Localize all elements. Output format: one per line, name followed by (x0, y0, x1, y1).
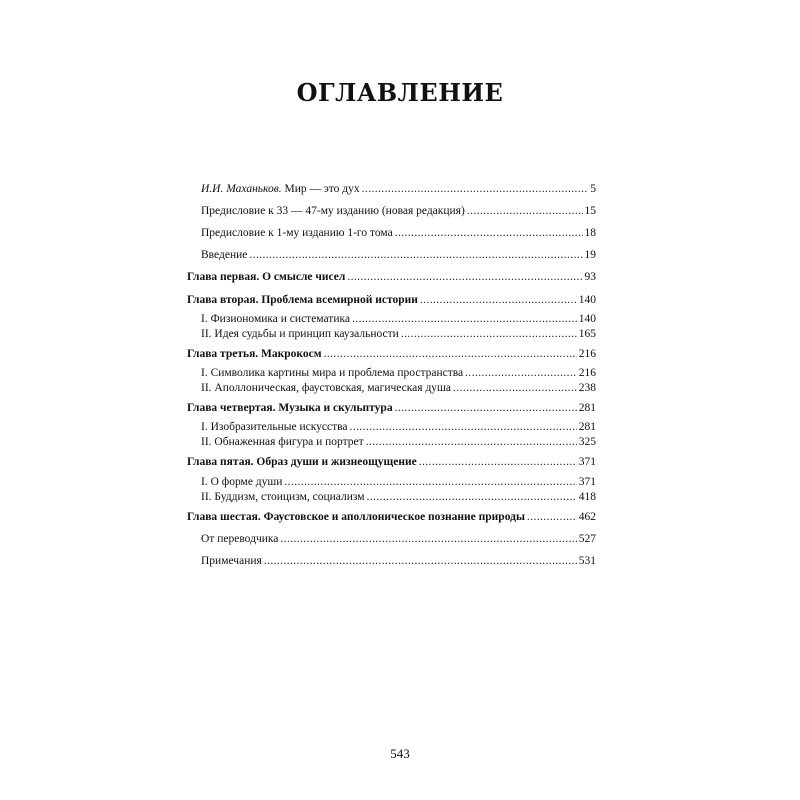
toc-entry-label: Глава четвертая. Музыка и скульптура (187, 402, 393, 414)
toc-entry-label: I. Физиономика и систематика (201, 313, 351, 325)
toc-leader-dots (249, 248, 582, 262)
toc-entry-page: 18 (584, 227, 596, 239)
toc-section[interactable] (201, 420, 596, 434)
toc-entry-label: I. Изобразительные искусства (201, 421, 348, 433)
toc-leader-dots (347, 270, 582, 284)
toc-entry-page: 5 (590, 183, 596, 195)
toc-entry[interactable] (201, 204, 596, 218)
toc-section[interactable] (201, 435, 596, 449)
toc-chapter[interactable] (187, 401, 596, 415)
toc-entry[interactable] (201, 532, 596, 546)
toc-section[interactable] (201, 366, 596, 380)
toc-section[interactable] (201, 381, 596, 395)
toc-leader-dots (453, 381, 577, 395)
toc-entry-label: Глава шестая. Фаустовское и аполлоническое познание природы (187, 511, 525, 523)
toc-entry-page: 238 (578, 382, 596, 394)
toc-entry[interactable] (201, 182, 596, 196)
page-number: 543 (390, 746, 410, 761)
toc-chapter[interactable] (187, 510, 596, 524)
toc-leader-dots (264, 554, 577, 568)
toc-leader-dots (401, 327, 577, 341)
toc-entry-label: II. Буддизм, стоицизм, социализм (201, 491, 365, 503)
page-title: ОГЛАВЛЕНИЕ (296, 78, 504, 107)
toc-entry-page: 165 (578, 328, 596, 340)
toc-chapter[interactable] (187, 293, 596, 307)
toc-entry-label: Глава третья. Макрокосм (187, 348, 322, 360)
toc-entry-label: Примечания (201, 555, 262, 567)
toc-leader-dots (395, 401, 577, 415)
toc-entry-label: Глава вторая. Проблема всемирной истории (187, 294, 418, 306)
toc-entry-label: Предисловие к 1-му изданию 1-го тома (201, 227, 393, 239)
toc-entry-page: 418 (578, 491, 596, 503)
toc-entry-label: I. О форме души (201, 476, 283, 488)
toc-section[interactable] (201, 490, 596, 504)
toc-entry-page: 93 (584, 271, 596, 283)
toc-entry-page: 281 (578, 402, 596, 414)
toc-entry-page: 140 (578, 313, 596, 325)
toc-entry-label: Предисловие к 33 — 47-му изданию (новая редакция) (201, 205, 465, 217)
toc-leader-dots (366, 435, 577, 449)
toc-section[interactable] (201, 475, 596, 489)
toc-entry-page: 216 (578, 367, 596, 379)
toc-leader-dots (350, 420, 577, 434)
toc-entry-label: Глава первая. О смысле чисел (187, 271, 346, 283)
toc-leader-dots (419, 455, 577, 469)
toc-leader-dots (280, 532, 576, 546)
toc-entry-page: 325 (578, 436, 596, 448)
toc-entry-page: 462 (578, 511, 596, 523)
toc-leader-dots (367, 490, 577, 504)
toc-section[interactable] (201, 312, 596, 326)
toc-entry-label: II. Обнаженная фигура и портрет (201, 436, 364, 448)
toc-entry-page: 140 (578, 294, 596, 306)
toc-leader-dots (324, 347, 577, 361)
toc-chapter[interactable] (187, 347, 596, 361)
toc-leader-dots (395, 226, 583, 240)
toc-chapter[interactable] (187, 455, 596, 469)
toc-entry[interactable] (201, 554, 596, 568)
toc-entry-label: Введение (201, 249, 248, 261)
toc-leader-dots (284, 475, 576, 489)
toc-entry-page: 531 (578, 555, 596, 567)
toc-entry-page: 527 (578, 533, 596, 545)
toc-chapter[interactable] (187, 270, 596, 284)
toc-leader-dots (465, 366, 577, 380)
toc-entry-label: Глава пятая. Образ души и жизнеощущение (187, 456, 417, 468)
toc-entry-page: 15 (584, 205, 596, 217)
toc-entry-label: II. Аполлоническая, фаустовская, магическая душа (201, 382, 452, 394)
toc-entry-page: 216 (578, 348, 596, 360)
toc-entry-label: I. Символика картины мира и проблема пространства (201, 367, 464, 379)
toc-leader-dots (362, 182, 589, 196)
toc-entry[interactable] (201, 226, 596, 240)
toc-entry-author: И.И. Маханьков. (201, 183, 282, 195)
toc-entry-page: 371 (578, 456, 596, 468)
toc-entry-label: От переводчика (201, 533, 279, 545)
toc-leader-dots (352, 312, 577, 326)
toc-entry[interactable] (201, 248, 596, 262)
toc-entry-page: 19 (584, 249, 596, 261)
toc-leader-dots (527, 510, 577, 524)
toc-entry-page: 281 (578, 421, 596, 433)
toc-entry-label: II. Идея судьбы и принцип каузальности (201, 328, 399, 340)
toc-leader-dots (420, 293, 577, 307)
toc-entry-page: 371 (578, 476, 596, 488)
toc-entry-label: И.И. Маханьков. Мир — это дух (201, 183, 360, 195)
toc-section[interactable] (201, 327, 596, 341)
toc-leader-dots (467, 204, 583, 218)
